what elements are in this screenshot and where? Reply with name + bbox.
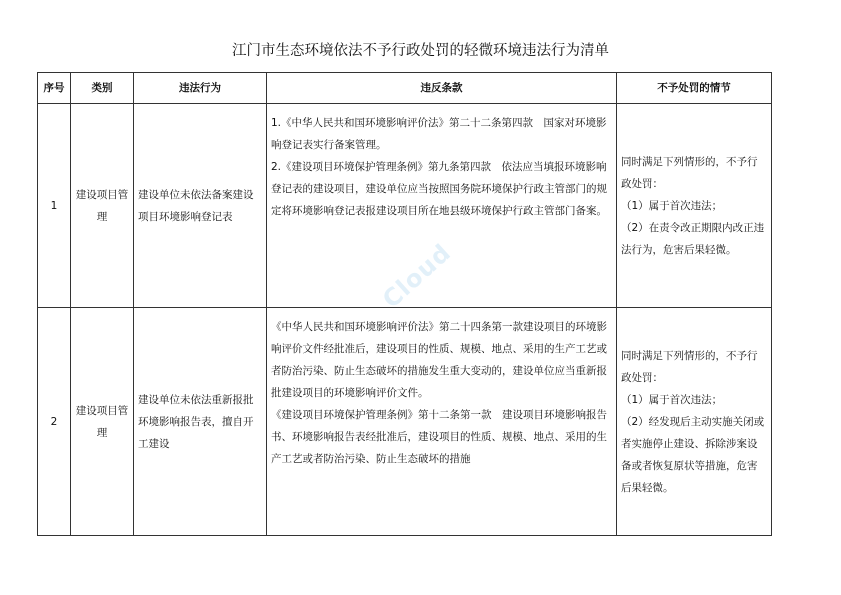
header-behavior: 违法行为 bbox=[134, 73, 267, 104]
table-row bbox=[38, 308, 772, 536]
row-category: 建设项目管理 bbox=[71, 308, 134, 536]
row-circumstances bbox=[617, 104, 772, 308]
article-paragraph: 2.《建设项目环境保护管理条例》第九条第四款 依法应当填报环境影响登记表的建设项目，建设单位应当按照国务院环境保护行政主管部门的规定将环境影响登记表报建设项目所在地县级环境保护行政主管部门备案。 bbox=[271, 161, 607, 217]
article-paragraph: 《建设项目环境保护管理条例》第十二条第一款 建设项目环境影响报告书、环境影响报告表经批准后，建设项目的性质、规模、地点、采用的生产工艺或者防治污染、防止生态破坏的措施 bbox=[271, 409, 607, 465]
table-header-row bbox=[38, 73, 772, 104]
circumstance-line: （1）属于首次违法； bbox=[621, 199, 723, 212]
row-no: 1 bbox=[38, 104, 71, 308]
violations-table bbox=[37, 72, 772, 536]
circumstance-line: （2）在责令改正期限内改正违法行为，危害后果轻微。 bbox=[621, 221, 765, 256]
header-category: 类别 bbox=[71, 73, 134, 104]
circumstance-line: 同时满足下列情形的，不予行政处罚： bbox=[621, 349, 758, 384]
watermark: Cloud bbox=[377, 238, 457, 314]
row-circumstances bbox=[617, 308, 772, 536]
article-paragraph: 1.《中华人民共和国环境影响评价法》第二十二条第四款 国家对环境影响登记表实行备案管理。 bbox=[271, 117, 607, 151]
row-behavior: 建设单位未依法备案建设项目环境影响登记表 bbox=[134, 104, 267, 308]
header-no: 序号 bbox=[38, 73, 71, 104]
document-title: 江门市生态环境依法不予行政处罚的轻微环境违法行为清单 bbox=[232, 43, 609, 59]
article-paragraph: 《中华人民共和国环境影响评价法》第二十四条第一款建设项目的环境影响评价文件经批准后，建设项目的性质、规模、地点、采用的生产工艺或者防治污染、防止生态破坏的措施发生重大变动的，建设单位应当重新报批建设项目的环境影响评价文件。 bbox=[271, 321, 607, 399]
table-row bbox=[38, 104, 772, 308]
row-no: 2 bbox=[38, 308, 71, 536]
row-articles bbox=[267, 308, 617, 536]
circumstance-line: 同时满足下列情形的，不予行政处罚： bbox=[621, 155, 758, 190]
row-behavior: 建设单位未依法重新报批环境影响报告表，擅自开工建设 bbox=[134, 308, 267, 536]
header-articles: 违反条款 bbox=[267, 73, 617, 104]
circumstance-line: （2）经发现后主动实施关闭或者实施停止建设、拆除涉案设备或者恢复原状等措施，危害后果轻微。 bbox=[621, 415, 765, 494]
header-circumstances: 不予处罚的情节 bbox=[617, 73, 772, 104]
circumstance-line: （1）属于首次违法； bbox=[621, 393, 723, 406]
row-category: 建设项目管理 bbox=[71, 104, 134, 308]
row-articles bbox=[267, 104, 617, 308]
